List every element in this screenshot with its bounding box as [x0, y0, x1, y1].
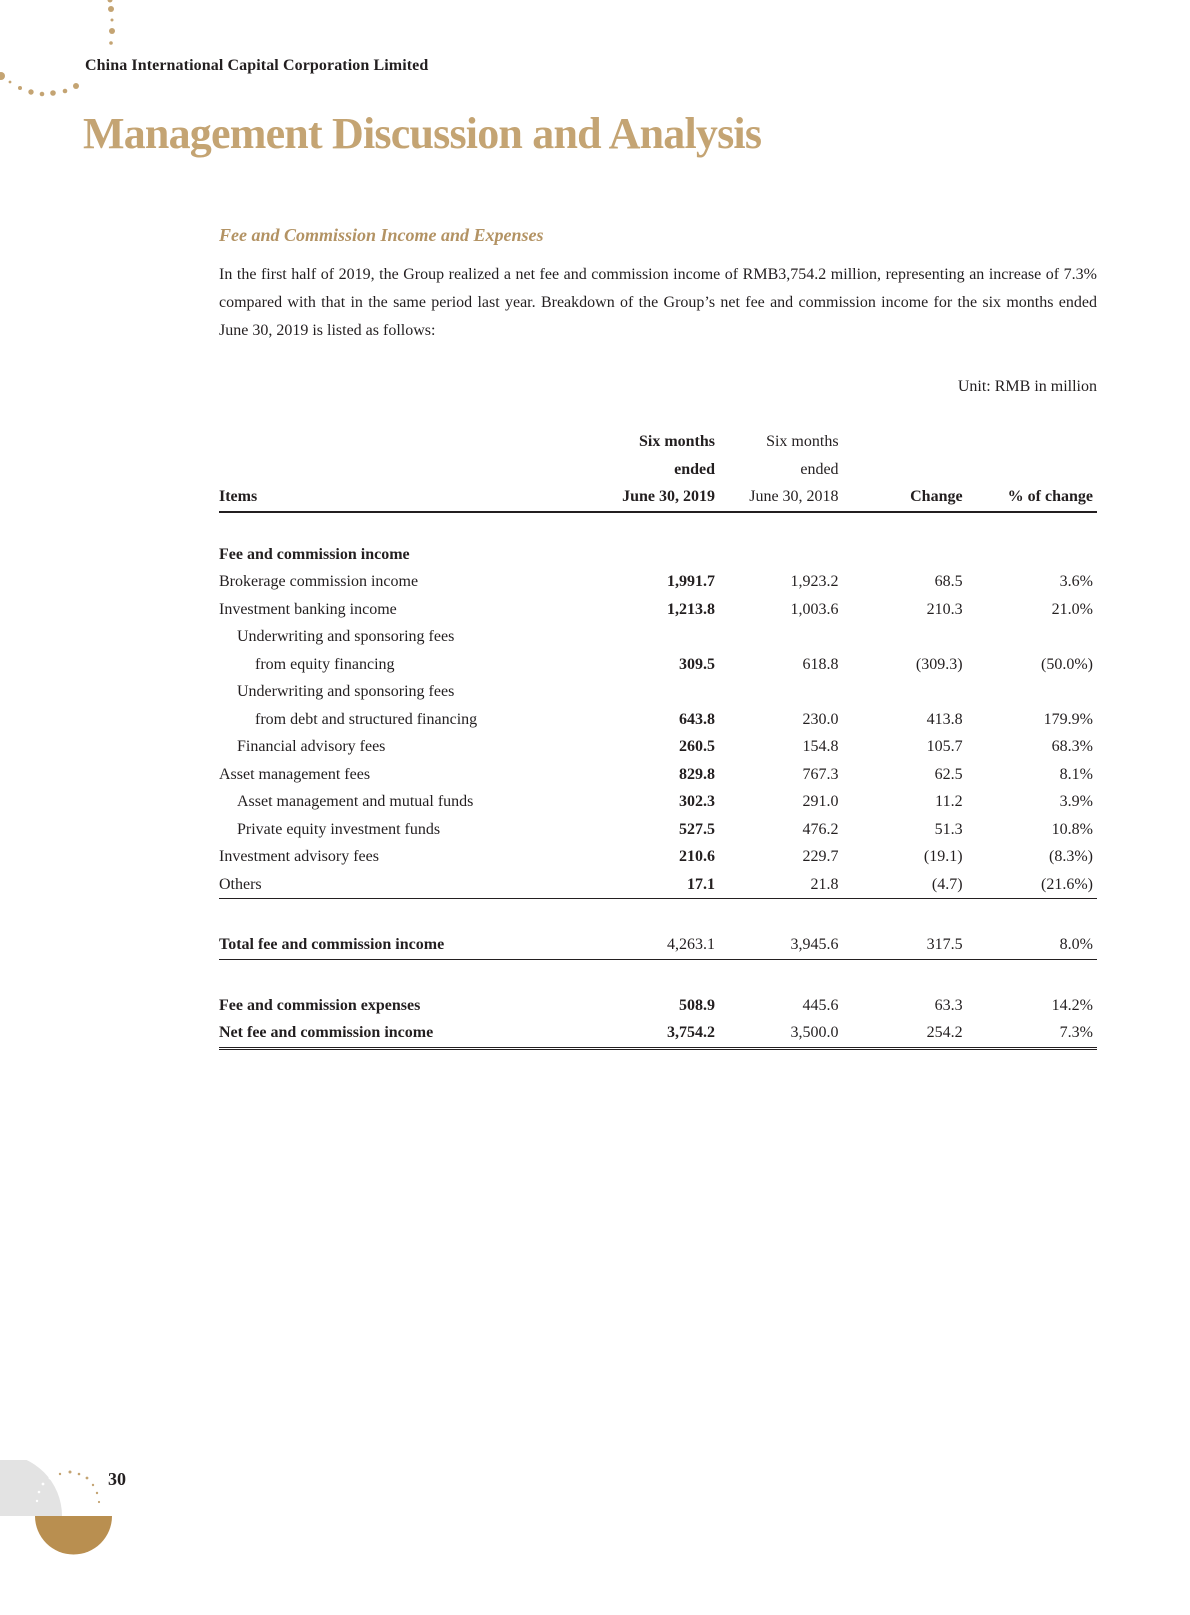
- value-2018: 230.0: [802, 710, 839, 728]
- company-name: China International Capital Corporation Limited: [85, 57, 429, 74]
- value-pct-change: 21.0%: [1051, 600, 1093, 618]
- value-change: 254.2: [839, 1019, 963, 1048]
- value-2019: 527.5: [679, 820, 716, 838]
- value-2019: 302.3: [679, 793, 716, 810]
- value-pct-change: 7.3%: [963, 1019, 1097, 1048]
- table-row-label-line: [219, 623, 1097, 651]
- value-pct-change: 179.9%: [1043, 710, 1093, 728]
- value-2019: 643.8: [679, 710, 716, 728]
- table-row: [219, 843, 1097, 871]
- value-pct-change: 14.2%: [1051, 996, 1093, 1014]
- value-pct-change: 8.1%: [1059, 765, 1093, 783]
- col-2018-header-line2: ended: [800, 460, 839, 478]
- pct-change-header: % of change: [963, 483, 1097, 512]
- row-label: Investment advisory fees: [219, 848, 379, 865]
- value-change: 62.5: [934, 765, 963, 783]
- row-label: Investment banking income: [219, 600, 397, 618]
- group-label-row: [219, 541, 1097, 569]
- row-label: Underwriting and sponsoring fees: [237, 628, 455, 645]
- value-2019: 210.6: [679, 848, 716, 865]
- table-row: [219, 871, 1097, 899]
- value-2018: 618.8: [802, 655, 839, 673]
- value-pct-change: 8.0%: [963, 931, 1097, 959]
- value-change: (19.1): [923, 848, 963, 865]
- table-row: [219, 568, 1097, 596]
- value-2018: 445.6: [802, 996, 839, 1014]
- value-2018: 3,945.6: [715, 931, 839, 959]
- row-label: Underwriting and sponsoring fees: [237, 683, 455, 700]
- expenses-row: [219, 992, 1097, 1020]
- row-label: Others: [219, 871, 597, 899]
- unit-label: Unit: RMB in million: [957, 378, 1097, 395]
- row-label: Private equity investment funds: [237, 820, 441, 838]
- value-pct-change: (21.6%): [963, 871, 1097, 899]
- value-change: 63.3: [934, 996, 963, 1014]
- row-label: Total fee and commission income: [219, 931, 597, 959]
- row-label: Fee and commission expenses: [219, 996, 421, 1014]
- value-2018: 154.8: [802, 738, 839, 755]
- col-2019-header-line2: ended: [674, 460, 716, 478]
- row-label-continued: from debt and structured financing: [255, 710, 478, 728]
- value-pct-change: 68.3%: [1051, 738, 1093, 755]
- fee-commission-table: [219, 428, 1097, 1050]
- table-row: [219, 816, 1097, 844]
- value-change: 413.8: [926, 710, 963, 728]
- table-row: [219, 733, 1097, 761]
- value-2019: 508.9: [679, 996, 716, 1014]
- items-header: Items: [219, 483, 597, 512]
- row-label: Asset management fees: [219, 765, 371, 783]
- col-2018-header-line3: June 30, 2018: [715, 483, 839, 512]
- value-2018: 767.3: [802, 765, 839, 783]
- value-2019: 3,754.2: [597, 1019, 715, 1048]
- value-pct-change: (8.3%): [1049, 848, 1093, 865]
- section-heading: Fee and Commission Income and Expenses: [219, 225, 544, 245]
- value-change: (309.3): [915, 655, 963, 673]
- value-pct-change: 10.8%: [1051, 820, 1093, 838]
- value-2019: 17.1: [597, 871, 715, 899]
- row-label: Net fee and commission income: [219, 1019, 597, 1048]
- value-2019: 4,263.1: [597, 931, 715, 959]
- value-change: 105.7: [926, 738, 963, 755]
- value-change: 11.2: [935, 793, 963, 810]
- value-2019: 1,213.8: [667, 600, 716, 618]
- table-row: [219, 761, 1097, 789]
- value-change: 68.5: [934, 573, 963, 590]
- table-row-label-line: [219, 678, 1097, 706]
- col-2019-header-line1: Six months: [638, 433, 716, 450]
- row-label: Financial advisory fees: [237, 738, 386, 755]
- value-2019: 1,991.7: [667, 573, 716, 590]
- value-change: 317.5: [839, 931, 963, 959]
- value-2019: 260.5: [679, 738, 716, 755]
- value-pct-change: (50.0%): [1041, 655, 1093, 673]
- net-income-row: [219, 1019, 1097, 1048]
- total-row: [219, 931, 1097, 959]
- row-label-continued: from equity financing: [255, 655, 395, 673]
- table-row: [219, 706, 1097, 734]
- value-change: 51.3: [934, 820, 963, 838]
- value-change: 210.3: [926, 600, 963, 618]
- value-2018: 1,923.2: [790, 573, 839, 590]
- group-label: Fee and commission income: [219, 545, 410, 563]
- value-2019: 829.8: [679, 765, 716, 783]
- table-row: [219, 651, 1097, 679]
- page-title: Management Discussion and Analysis: [83, 109, 762, 158]
- intro-paragraph: In the first half of 2019, the Group realized a net fee and commission income of RMB3,754.2 million, representing an increase of 7.3% compared with that in the same period last year. Breakdown of the Group’s net fee and commission income for the six months ended June 30, 2019 is listed as follows:: [219, 266, 1097, 339]
- value-pct-change: 3.6%: [1059, 573, 1093, 590]
- row-label: Asset management and mutual funds: [237, 793, 474, 810]
- table-row: [219, 596, 1097, 624]
- value-change: (4.7): [839, 871, 963, 899]
- header-line-2: [219, 456, 1097, 484]
- change-header: Change: [839, 483, 963, 512]
- value-2018: 1,003.6: [790, 600, 839, 618]
- page-number: 30: [108, 1469, 126, 1489]
- decorative-dot-arc-icon: [0, 0, 130, 110]
- header-line-3: [219, 483, 1097, 512]
- table-row: [219, 788, 1097, 816]
- row-label: Brokerage commission income: [219, 573, 419, 590]
- value-2019: 309.5: [679, 655, 716, 673]
- value-pct-change: 3.9%: [1059, 793, 1093, 810]
- value-2018: 291.0: [802, 793, 839, 810]
- value-2018: 229.7: [802, 848, 839, 865]
- value-2018: 3,500.0: [715, 1019, 839, 1048]
- col-2019-header-line3: June 30, 2019: [597, 483, 715, 512]
- col-2018-header-line1: Six months: [766, 433, 839, 450]
- value-2018: 21.8: [715, 871, 839, 899]
- value-2018: 476.2: [802, 820, 839, 838]
- header-line-1: [219, 428, 1097, 456]
